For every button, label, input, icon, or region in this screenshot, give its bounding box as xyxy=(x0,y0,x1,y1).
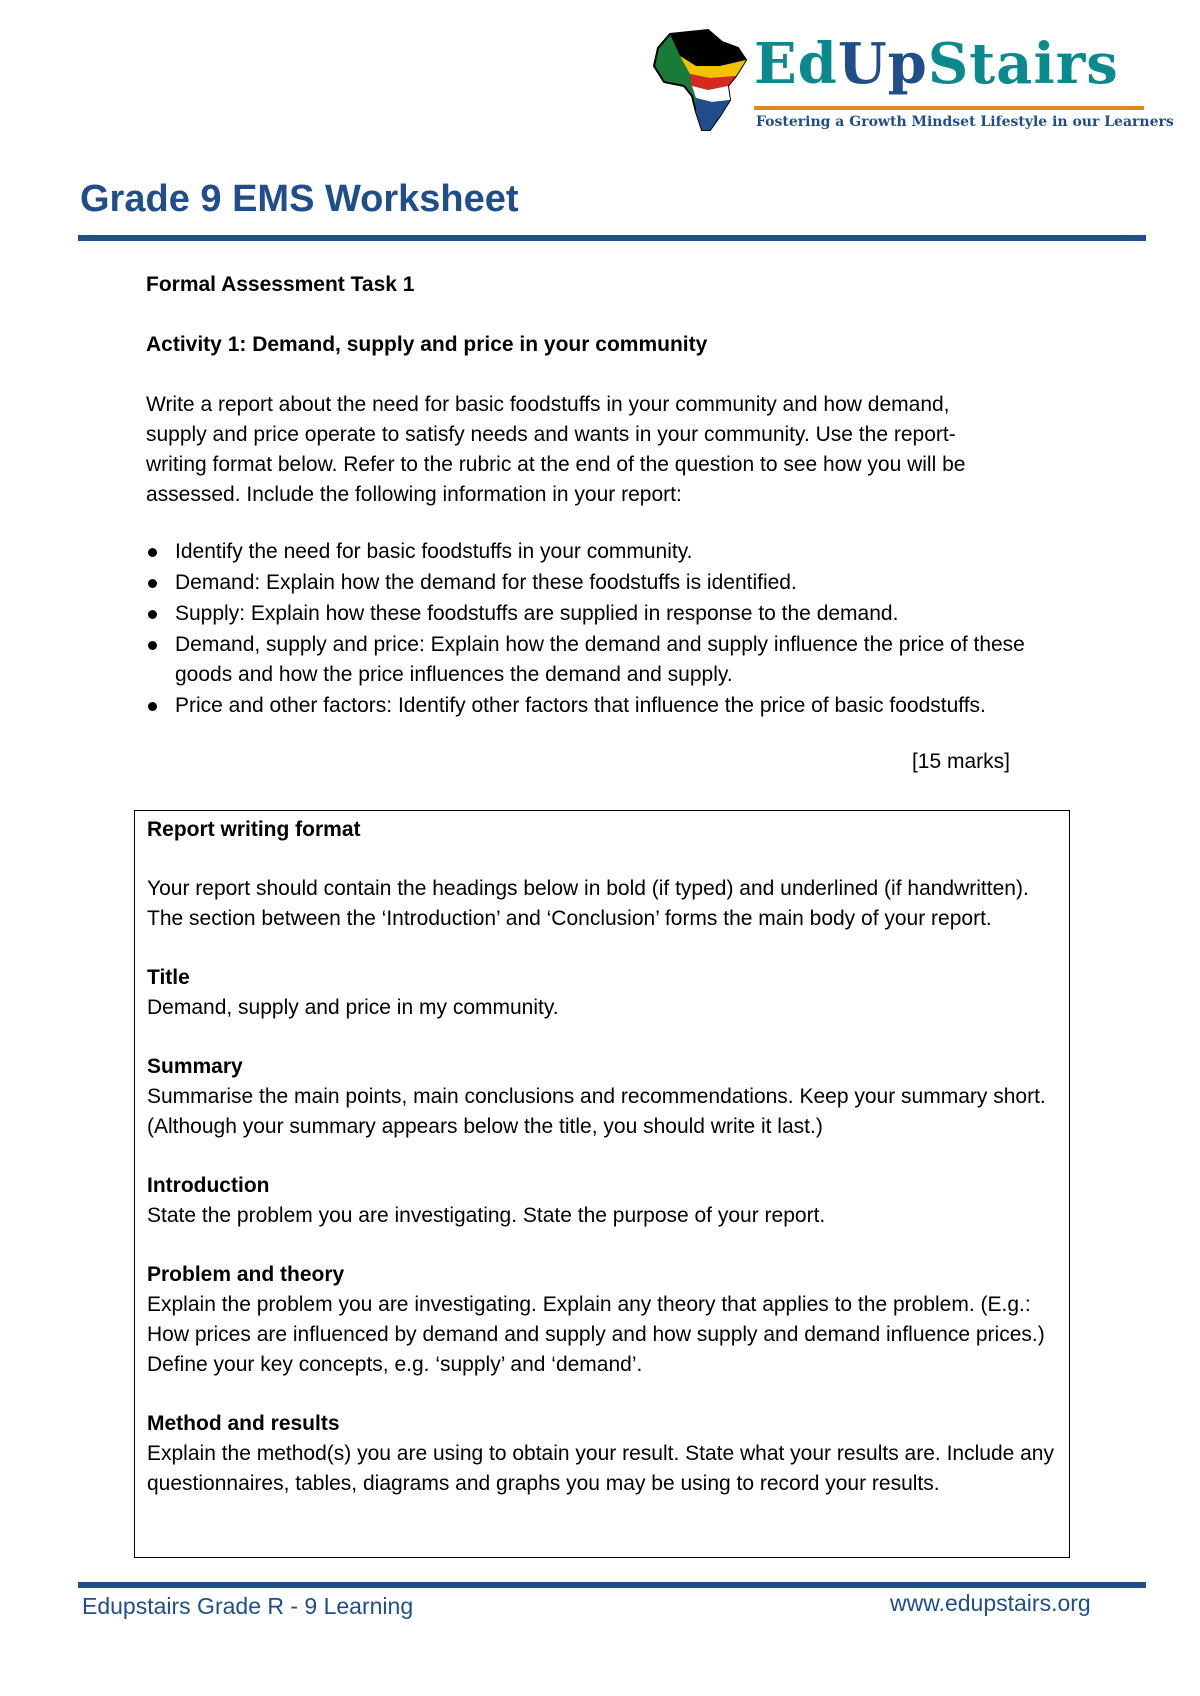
section-heading-problem-theory: Problem and theory xyxy=(147,1263,345,1286)
section-text-title: Demand, supply and price in my community. xyxy=(147,996,559,1019)
brand-name-part1: Ed xyxy=(754,31,838,97)
brand-name-part2: Up xyxy=(837,31,928,97)
section-heading-summary: Summary xyxy=(147,1055,243,1078)
brand-name-part3: Stairs xyxy=(927,31,1119,97)
section-text-introduction: State the problem you are investigating. State the purpose of your report. xyxy=(147,1204,826,1227)
list-item: Identify the need for basic foodstuffs in your community. xyxy=(146,537,1046,567)
footer-url[interactable]: www.edupstairs.org xyxy=(890,1590,1091,1616)
activity-heading: Activity 1: Demand, supply and price in your community xyxy=(146,333,708,356)
report-format-intro: Your report should contain the headings below in bold (if typed) and underlined (if handwritten). The section between the ‘Introduction’ and ‘Conclusion’ forms the main body of your report. xyxy=(147,877,1029,930)
list-item: Supply: Explain how these foodstuffs are supplied in response to the demand. xyxy=(146,599,1046,629)
footer-site-name: Edupstairs Grade R - 9 Learning xyxy=(82,1593,414,1619)
intro-paragraph: Write a report about the need for basic foodstuffs in your community and how demand, supply and price operate to satisfy needs and wants in your community. Use the report-writing format below. Refer to the rubric at the end of the question to see how you will be assessed. Include the following information in your report: xyxy=(146,393,966,506)
page-title: Grade 9 EMS Worksheet xyxy=(80,178,519,220)
edupstairs-logo xyxy=(650,22,1174,132)
section-text-method-results: Explain the method(s) you are using to obtain your result. State what your results are. Include any questionnaires, tables, diagrams and graphs you may be using to record your results. xyxy=(147,1442,1054,1495)
section-heading-method-results: Method and results xyxy=(147,1412,340,1435)
requirements-list xyxy=(146,537,1046,722)
footer-divider xyxy=(78,1582,1146,1588)
task-label: Formal Assessment Task 1 xyxy=(146,273,415,296)
list-item: Price and other factors: Identify other factors that influence the price of basic foodstuffs. xyxy=(146,691,1046,721)
tagline-bar xyxy=(754,106,1144,110)
report-format-box xyxy=(134,810,1070,1558)
marks-total: [15 marks] xyxy=(911,750,1010,773)
logo-tagline: Fostering a Growth Mindset Lifestyle in our Learners xyxy=(756,114,1174,130)
africa-map-icon xyxy=(650,26,750,136)
report-format-heading: Report writing format xyxy=(147,818,361,841)
header-divider xyxy=(78,235,1146,241)
section-text-problem-theory: Explain the problem you are investigating. Explain any theory that applies to the problem. (E.g.: How prices are influenced by demand and supply and how supply and demand influence prices.) Define your key concepts, e.g. ‘supply’ and ‘demand’. xyxy=(147,1293,1045,1376)
section-heading-title: Title xyxy=(147,966,190,989)
section-text-summary: Summarise the main points, main conclusions and recommendations. Keep your summary short. (Although your summary appears below the title, you should write it last.) xyxy=(147,1085,1046,1138)
section-heading-introduction: Introduction xyxy=(147,1174,270,1197)
list-item: Demand: Explain how the demand for these foodstuffs is identified. xyxy=(146,568,1046,598)
brand-name xyxy=(754,31,1119,97)
list-item: Demand, supply and price: Explain how the demand and supply influence the price of these goods and how the price influences the demand and supply. xyxy=(146,630,1046,690)
